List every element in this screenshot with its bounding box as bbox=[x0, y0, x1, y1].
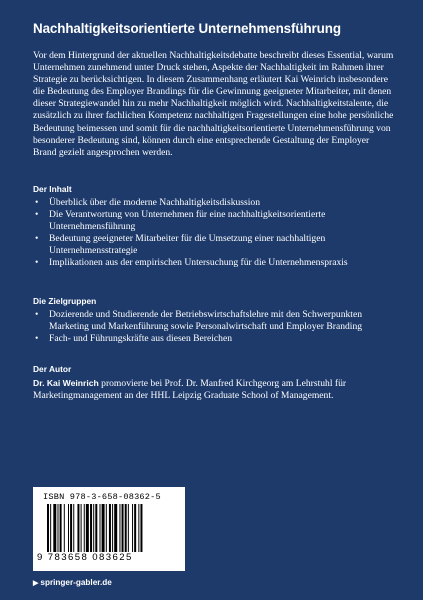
author-bio-text: promovierte bei Prof. Dr. Manfred Kirchgeorg am Lehrstuhl für Marketingmanagement an der HHL Leipzig Graduate School of Management. bbox=[33, 378, 347, 402]
barcode-bar bbox=[86, 504, 89, 552]
barcode-bars bbox=[47, 504, 175, 552]
barcode-bar bbox=[60, 504, 62, 552]
barcode-bar bbox=[58, 504, 59, 552]
barcode-bar bbox=[64, 504, 65, 552]
author-bio bbox=[33, 377, 395, 402]
barcode-digits: 9 783658 083625 bbox=[37, 552, 133, 563]
barcode-bar bbox=[53, 504, 56, 552]
zielgruppen-list bbox=[33, 309, 395, 345]
list-item: • Fach- und Führungskräfte aus diesen Bereichen bbox=[33, 333, 395, 345]
author-name: Dr. Kai Weinrich bbox=[33, 378, 99, 388]
website-label: springer-gabler.de bbox=[40, 578, 112, 587]
barcode-bar bbox=[81, 504, 82, 552]
barcode-bar bbox=[106, 504, 107, 552]
list-item: • Implikationen aus der empirischen Untersuchung für die Unternehmenspraxis bbox=[33, 257, 395, 269]
barcode-bar bbox=[70, 504, 72, 552]
barcode-bar bbox=[112, 504, 113, 552]
list-item: • Überblick über die moderne Nachhaltigkeitsdiskussion bbox=[33, 197, 395, 209]
barcode-bar bbox=[140, 504, 142, 552]
list-item: • Dozierende und Studierende der Betriebswirtschaftslehre mit den Schwerpunkten Marketing und Markenführung sowie Personalwirtschaft und Employer Branding bbox=[33, 309, 395, 333]
isbn-barcode bbox=[33, 487, 185, 571]
intro-paragraph: Vor dem Hintergrund der aktuellen Nachhaltigkeitsdebatte beschreibt dieses Essential, warum Unternehmen zunehmend unter Druck stehen, Aspekte der Nachhaltigkeit im Rahmen ihrer Strategie zu berücksichtigen. In diesem Zusammenhang erläutert Kai Weinrich insbesondere die Bedeutung des Employer Brandings für die Gewinnung geeigneter Mitarbeiter, mit denen dieser Strategiewandel hin zu mehr Nachhaltigkeit möglich wird. Nachhaltigkeitstalente, die zusätzlich zu ihrer fachlichen Kompetenz nachhaltigen Fragestellungen eine hohe persönliche Bedeutung beimessen und somit für die nachhaltigkeitsorientierte Unternehmensführung von besonderer Bedeutung sind, können durch eine entsprechende Gestaltung der Employer Brand gezielt angesprochen werden. bbox=[33, 50, 394, 158]
barcode-bar bbox=[119, 504, 120, 552]
barcode-bar bbox=[114, 504, 117, 552]
barcode-bar bbox=[109, 504, 111, 552]
barcode-bar bbox=[68, 504, 69, 552]
cover-title: Nachhaltigkeitsorientierte Unternehmensführung bbox=[33, 21, 341, 36]
inhalt-heading: Der Inhalt bbox=[33, 184, 72, 194]
inhalt-list bbox=[33, 197, 395, 270]
barcode-bar bbox=[128, 504, 129, 552]
barcode-bar bbox=[93, 504, 94, 552]
barcode-bar bbox=[84, 504, 85, 552]
publisher-website bbox=[33, 578, 112, 587]
barcode-bar bbox=[50, 504, 51, 552]
barcode-bar bbox=[132, 504, 133, 552]
barcode-bar bbox=[73, 504, 74, 552]
barcode-bar bbox=[100, 504, 101, 552]
barcode-bar bbox=[47, 504, 49, 552]
barcode-bar bbox=[102, 504, 105, 552]
list-item: • Die Verantwortung von Unternehmen für eine nachhaltigkeitsorientierte Unternehmensführung bbox=[33, 209, 395, 233]
autor-heading: Der Autor bbox=[33, 364, 72, 374]
barcode-bar bbox=[77, 504, 79, 552]
arrow-right-icon: ▶ bbox=[33, 580, 39, 587]
barcode-bar bbox=[125, 504, 127, 552]
barcode-bar bbox=[138, 504, 139, 552]
barcode-bar bbox=[95, 504, 97, 552]
isbn-number: ISBN 978-3-658-08362-5 bbox=[43, 492, 161, 502]
barcode-bar bbox=[122, 504, 124, 552]
zielgruppen-heading: Die Zielgruppen bbox=[33, 296, 97, 306]
list-item: • Bedeutung geeigneter Mitarbeiter für die Umsetzung einer nachhaltigen Unternehmensstrategie bbox=[33, 233, 395, 257]
barcode-bar bbox=[90, 504, 92, 552]
barcode-bar bbox=[134, 504, 136, 552]
